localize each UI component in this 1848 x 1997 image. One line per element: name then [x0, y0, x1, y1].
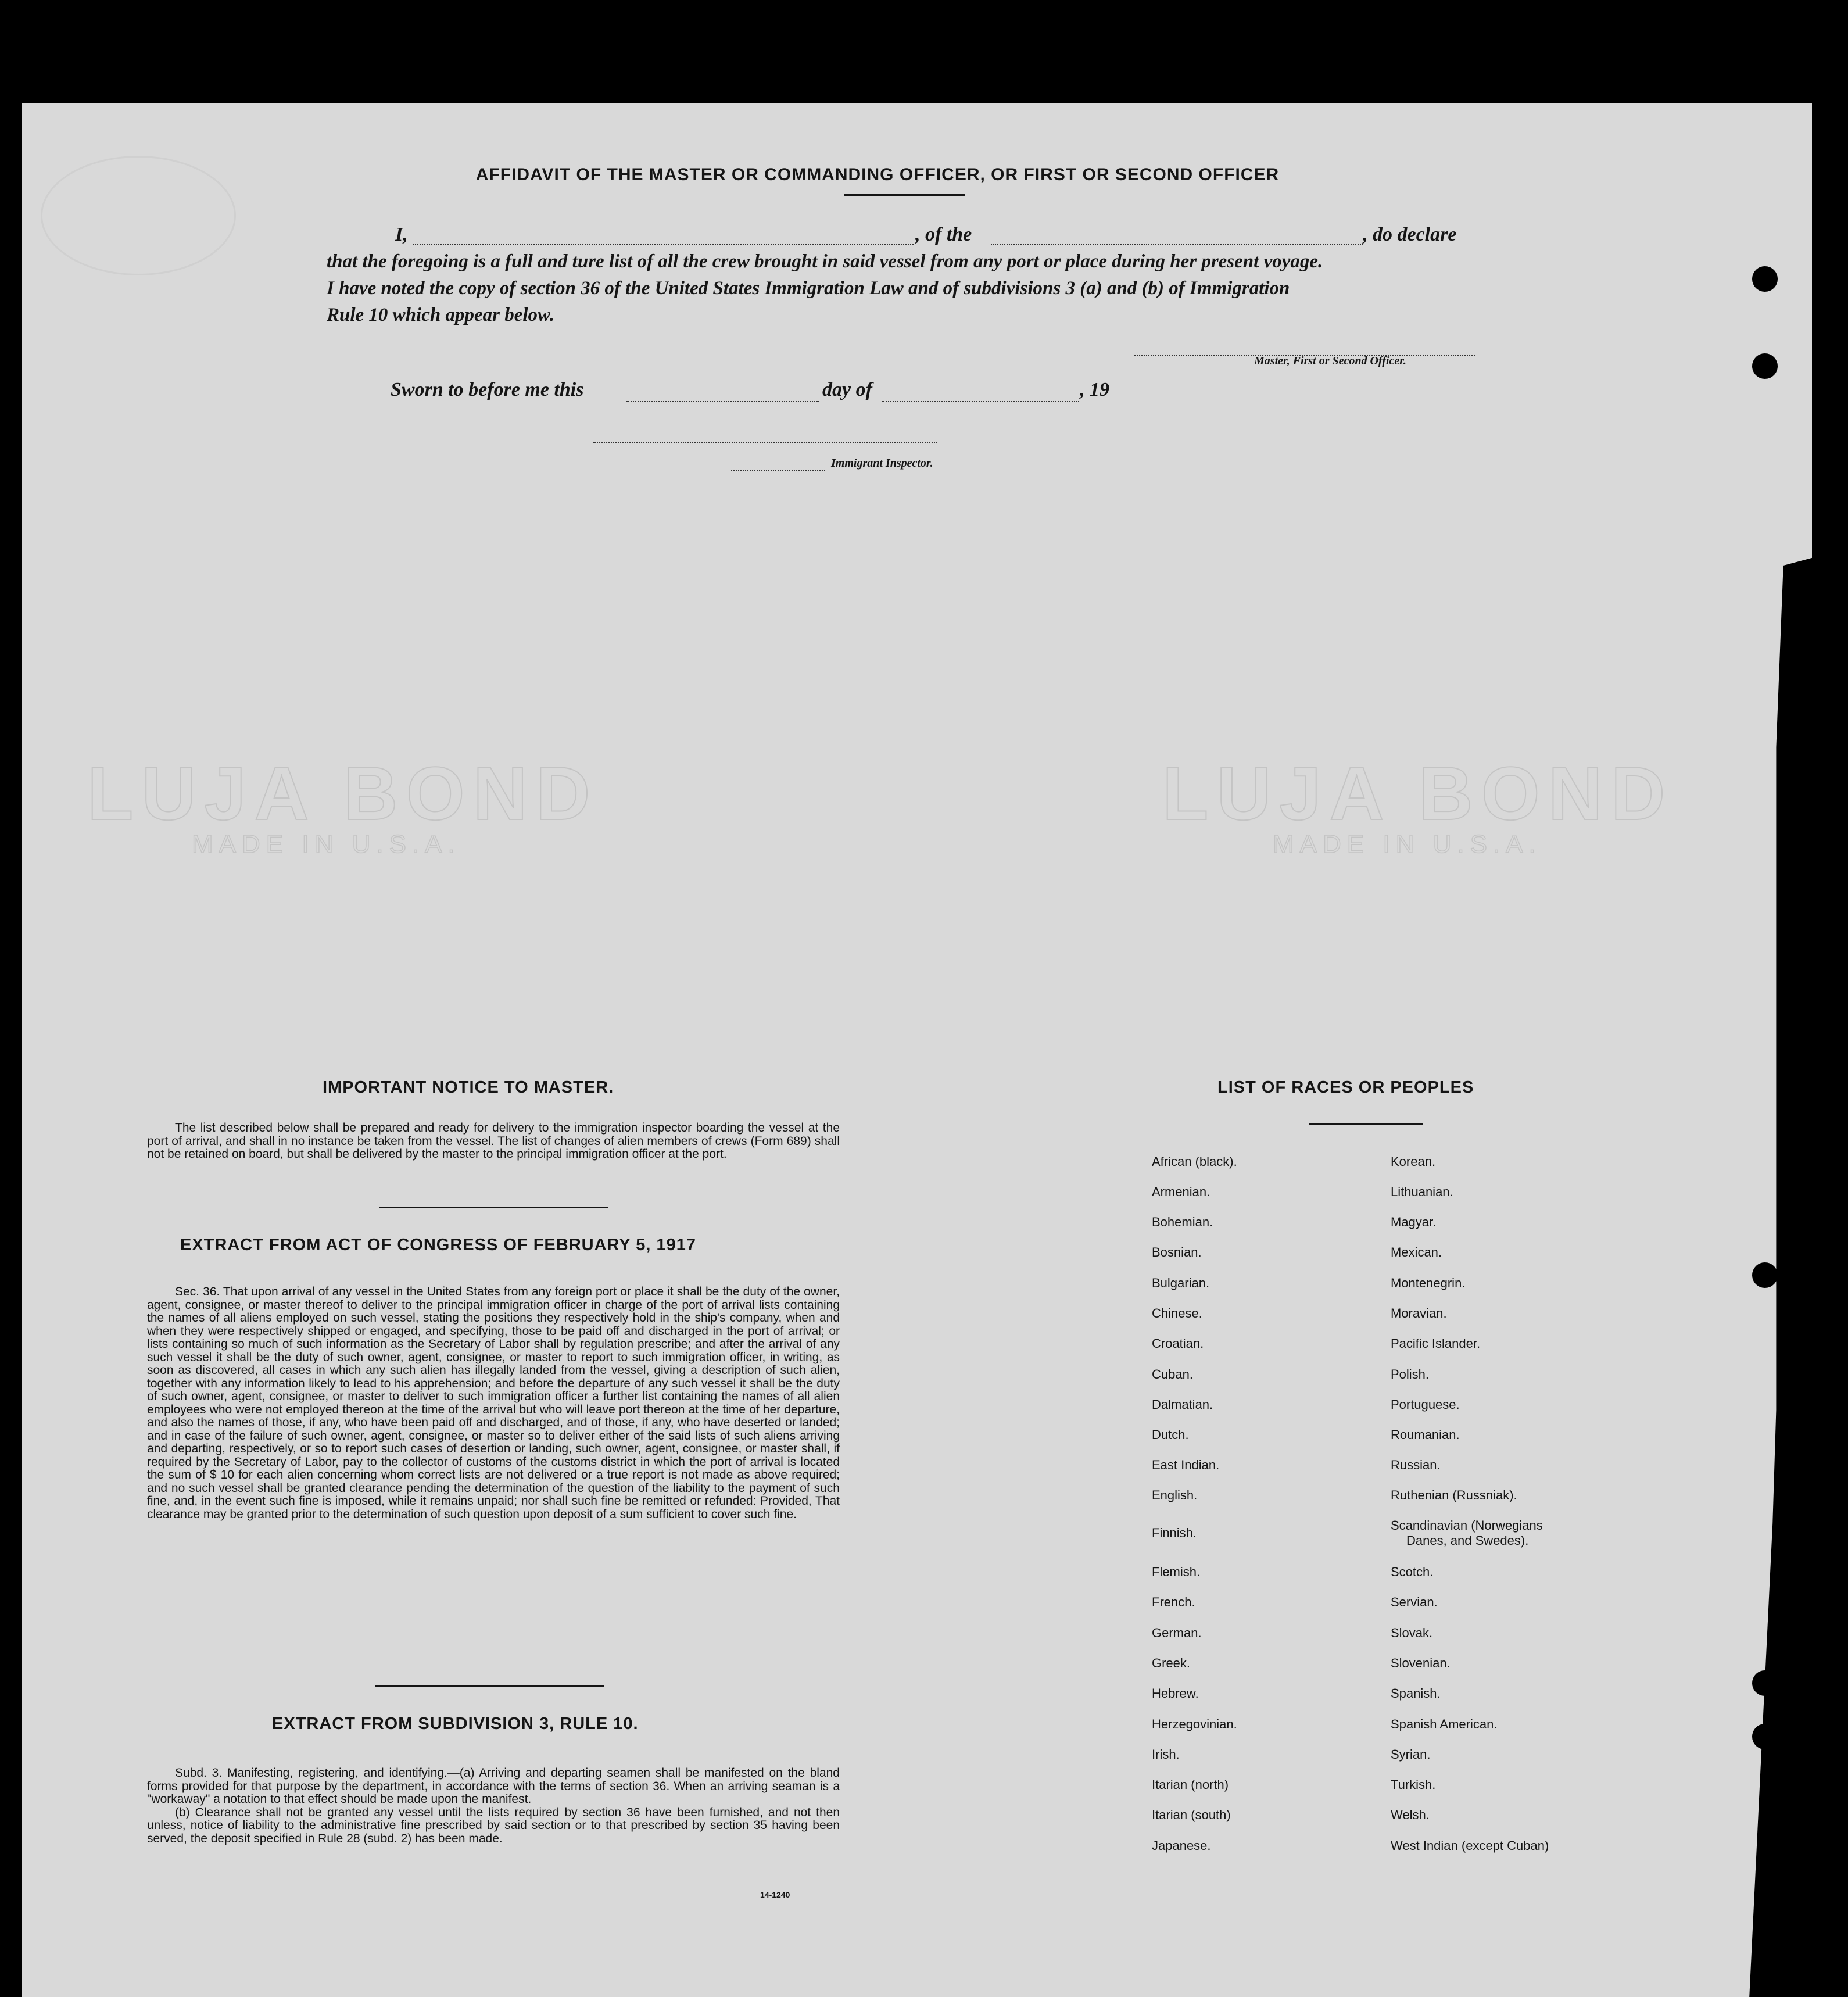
race-left: Bosnian. — [1152, 1245, 1202, 1259]
race-right: Servian. — [1391, 1595, 1438, 1609]
punch-hole — [1752, 1262, 1778, 1288]
year-label: , 19 — [1080, 379, 1109, 400]
race-right: Slovenian. — [1391, 1656, 1451, 1670]
sworn-month-field[interactable] — [882, 401, 1079, 402]
race-right: Scandinavian (Norwegians — [1391, 1518, 1543, 1533]
race-left: Japanese. — [1152, 1838, 1211, 1853]
race-left: Dutch. — [1152, 1427, 1189, 1442]
races-title: LIST OF RACES OR PEOPLES — [1217, 1078, 1474, 1097]
races-title-rule — [1309, 1123, 1423, 1125]
divider — [375, 1685, 604, 1687]
divider — [379, 1207, 608, 1208]
race-right: Pacific Islander. — [1391, 1336, 1481, 1351]
race-right: Moravian. — [1391, 1306, 1447, 1320]
rule-extract-body — [147, 1767, 840, 1845]
race-right: Turkish. — [1391, 1777, 1436, 1792]
race-left: African (black). — [1152, 1154, 1237, 1169]
form-sheet — [22, 103, 1812, 1997]
race-left: Greek. — [1152, 1656, 1191, 1670]
punch-hole — [1752, 1724, 1778, 1749]
race-right: Mexican. — [1391, 1245, 1442, 1259]
act-extract-body — [147, 1286, 840, 1521]
race-left: Herzegovinian. — [1152, 1717, 1237, 1731]
race-right: Scotch. — [1391, 1565, 1434, 1579]
race-left: Chinese. — [1152, 1306, 1202, 1320]
race-left: Flemish. — [1152, 1565, 1201, 1579]
watermark-right: LUJA BOND — [1162, 751, 1674, 836]
act-extract-text: Sec. 36. That upon arrival of any vessel in the United States from any foreign port or place it shall be the duty of the owner, agent, consignee, or master thereof to deliver to the principal immigration officer in charge of the port of arrival lists containing the names of all aliens employed on such vessel, stating the positions they respectively hold in the ship's company, when and when they were respectively shipped or engaged, and specifying, those to be paid off and discharged in the port of arrival; or lists containing so much of such information as the Secretary of Labor shall by regulation prescribe; and after the arrival of any such vessel it shall be the duty of such owner, agent, consignee, or master to report to such immigration officer, in writing, as soon as discovered, all cases in which any such alien has illegally landed from the vessel, giving a description of such alien, together with any information likely to lead to his apprehension; and before the departure of any such vessel it shall be the duty of such owner, agent, consignee, or master to deliver to such immigration officer a further list containing the names of all alien employees who were not employed thereon at the time of the arrival but who will leave port thereon at the time of her departure, and also the names of those, if any, who have been paid off and discharged, and of those, if any, who have deserted or landed; and in case of the failure of such owner, agent, consignee, or master so to deliver either of the said lists of such aliens arriving and departing, respectively, or so to report such cases of desertion or landing, such owner, agent, consignee, or master shall, if required by the Secretary of Labor, pay to the collector of customs of the customs district in which the port of arrival is located the sum of $ 10 for each alien concerning whom correct lists are not delivered or a true report is not made as above required; and no such vessel shall be granted clearance pending the determination of the question of the liability to the payment of such fine, and, in the event such fine is imposed, while it remains unpaid; nor shall such fine be remitted or refunded: Provided, That clearance may be granted prior to the determination of such question upon deposit of a sum sufficient to cover such fine. — [147, 1285, 840, 1521]
race-right: Roumanian. — [1391, 1427, 1460, 1442]
race-right: Korean. — [1391, 1154, 1436, 1169]
affidavit-title: AFFIDAVIT OF THE MASTER OR COMMANDING OFFICER, OR FIRST OR SECOND OFFICER — [475, 165, 1280, 184]
race-right: Danes, and Swedes). — [1406, 1533, 1529, 1548]
punch-hole — [1752, 1670, 1778, 1696]
race-right: Spanish. — [1391, 1686, 1441, 1701]
faded-seal — [41, 156, 236, 275]
race-right: Spanish American. — [1391, 1717, 1498, 1731]
affidavit-line-4: Rule 10 which appear below. — [327, 305, 555, 325]
race-left: East Indian. — [1152, 1458, 1220, 1472]
sworn-day-field[interactable] — [626, 401, 819, 402]
race-right: West Indian (except Cuban) — [1391, 1838, 1549, 1853]
watermark-left: LUJA BOND — [87, 751, 599, 836]
inspector-signature-field[interactable] — [593, 442, 937, 443]
name-field[interactable] — [413, 244, 914, 245]
affidavit-line-2: that the foregoing is a full and ture list of all the crew brought in said vessel from any port or place during her present voyage. — [327, 251, 1323, 272]
affidavit-of-the-label: , of the — [915, 224, 972, 245]
notice-text: The list described below shall be prepared and ready for delivery to the immigration inspector boarding the vessel at the port of arrival, and shall in no instance be taken from the vessel. The list of changes of alien members of crews (Form 689) shall not be retained on board, but shall be delivered by the master to the principal immigration officer at the port. — [147, 1121, 840, 1161]
race-left: Irish. — [1152, 1747, 1180, 1762]
race-right: Russian. — [1391, 1458, 1441, 1472]
affidavit-title-rule — [844, 194, 965, 196]
race-left: Cuban. — [1152, 1367, 1193, 1382]
race-right: Lithuanian. — [1391, 1184, 1453, 1199]
watermark-right-sub: MADE IN U.S.A. — [1273, 830, 1542, 858]
affidavit-line-3: I have noted the copy of section 36 of the United States Immigration Law and of subdivisions 3 (a) and (b) of Immigration — [327, 278, 1290, 299]
race-right: Montenegrin. — [1391, 1276, 1466, 1290]
inspector-name-field[interactable] — [731, 470, 825, 471]
race-left: Itarian (north) — [1152, 1777, 1229, 1792]
form-number: 14-1240 — [760, 1890, 790, 1899]
affidavit-declare-label: , do declare — [1363, 224, 1457, 245]
punch-hole — [1752, 266, 1778, 292]
race-right: Magyar. — [1391, 1215, 1437, 1229]
race-right: Polish. — [1391, 1367, 1430, 1382]
signature-caption: Master, First or Second Officer. — [1254, 355, 1406, 367]
affidavit-i-label: I, — [395, 224, 408, 245]
notice-body — [147, 1122, 840, 1161]
punch-hole — [1752, 353, 1778, 379]
subd-b-text: (b) Clearance shall not be granted any vessel until the lists required by section 36 have been furnished, and not then unless, notice of liability to the administrative fine prescribed by said section or to that prescribed by section 35 having been served, the deposit specified in Rule 28 (subd. 2) has been made. — [147, 1805, 840, 1845]
race-left: Dalmatian. — [1152, 1397, 1213, 1412]
race-right: Syrian. — [1391, 1747, 1431, 1762]
race-left: Hebrew. — [1152, 1686, 1199, 1701]
race-left: German. — [1152, 1626, 1202, 1640]
watermark-left-sub: MADE IN U.S.A. — [192, 830, 461, 858]
race-left: English. — [1152, 1488, 1198, 1502]
race-right: Portuguese. — [1391, 1397, 1460, 1412]
subd-a-text: Subd. 3. Manifesting, registering, and identifying.—(a) Arriving and departing seamen shall be manifested on the bland forms provided for that purpose by the department, in accordance with the terms of section 36. When an arriving seaman is a "workaway" a notation to that effect should be made upon the manifest. — [147, 1766, 840, 1806]
rule-extract-title: EXTRACT FROM SUBDIVISION 3, RULE 10. — [272, 1715, 639, 1733]
race-left: Bulgarian. — [1152, 1276, 1210, 1290]
sworn-label: Sworn to before me this — [391, 379, 584, 400]
race-right: Ruthenian (Russniak). — [1391, 1488, 1517, 1502]
notice-title: IMPORTANT NOTICE TO MASTER. — [323, 1078, 614, 1097]
race-right: Slovak. — [1391, 1626, 1433, 1640]
vessel-field[interactable] — [991, 244, 1363, 245]
act-extract-title: EXTRACT FROM ACT OF CONGRESS OF FEBRUARY 5, 1917 — [180, 1236, 697, 1254]
race-left: Itarian (south) — [1152, 1808, 1231, 1822]
race-left: Croatian. — [1152, 1336, 1204, 1351]
race-left: Finnish. — [1152, 1526, 1197, 1540]
race-left: French. — [1152, 1595, 1195, 1609]
race-right: Welsh. — [1391, 1808, 1430, 1822]
race-left: Bohemian. — [1152, 1215, 1213, 1229]
day-of-label: day of — [822, 379, 872, 400]
inspector-caption: Immigrant Inspector. — [831, 457, 933, 470]
race-left: Armenian. — [1152, 1184, 1210, 1199]
